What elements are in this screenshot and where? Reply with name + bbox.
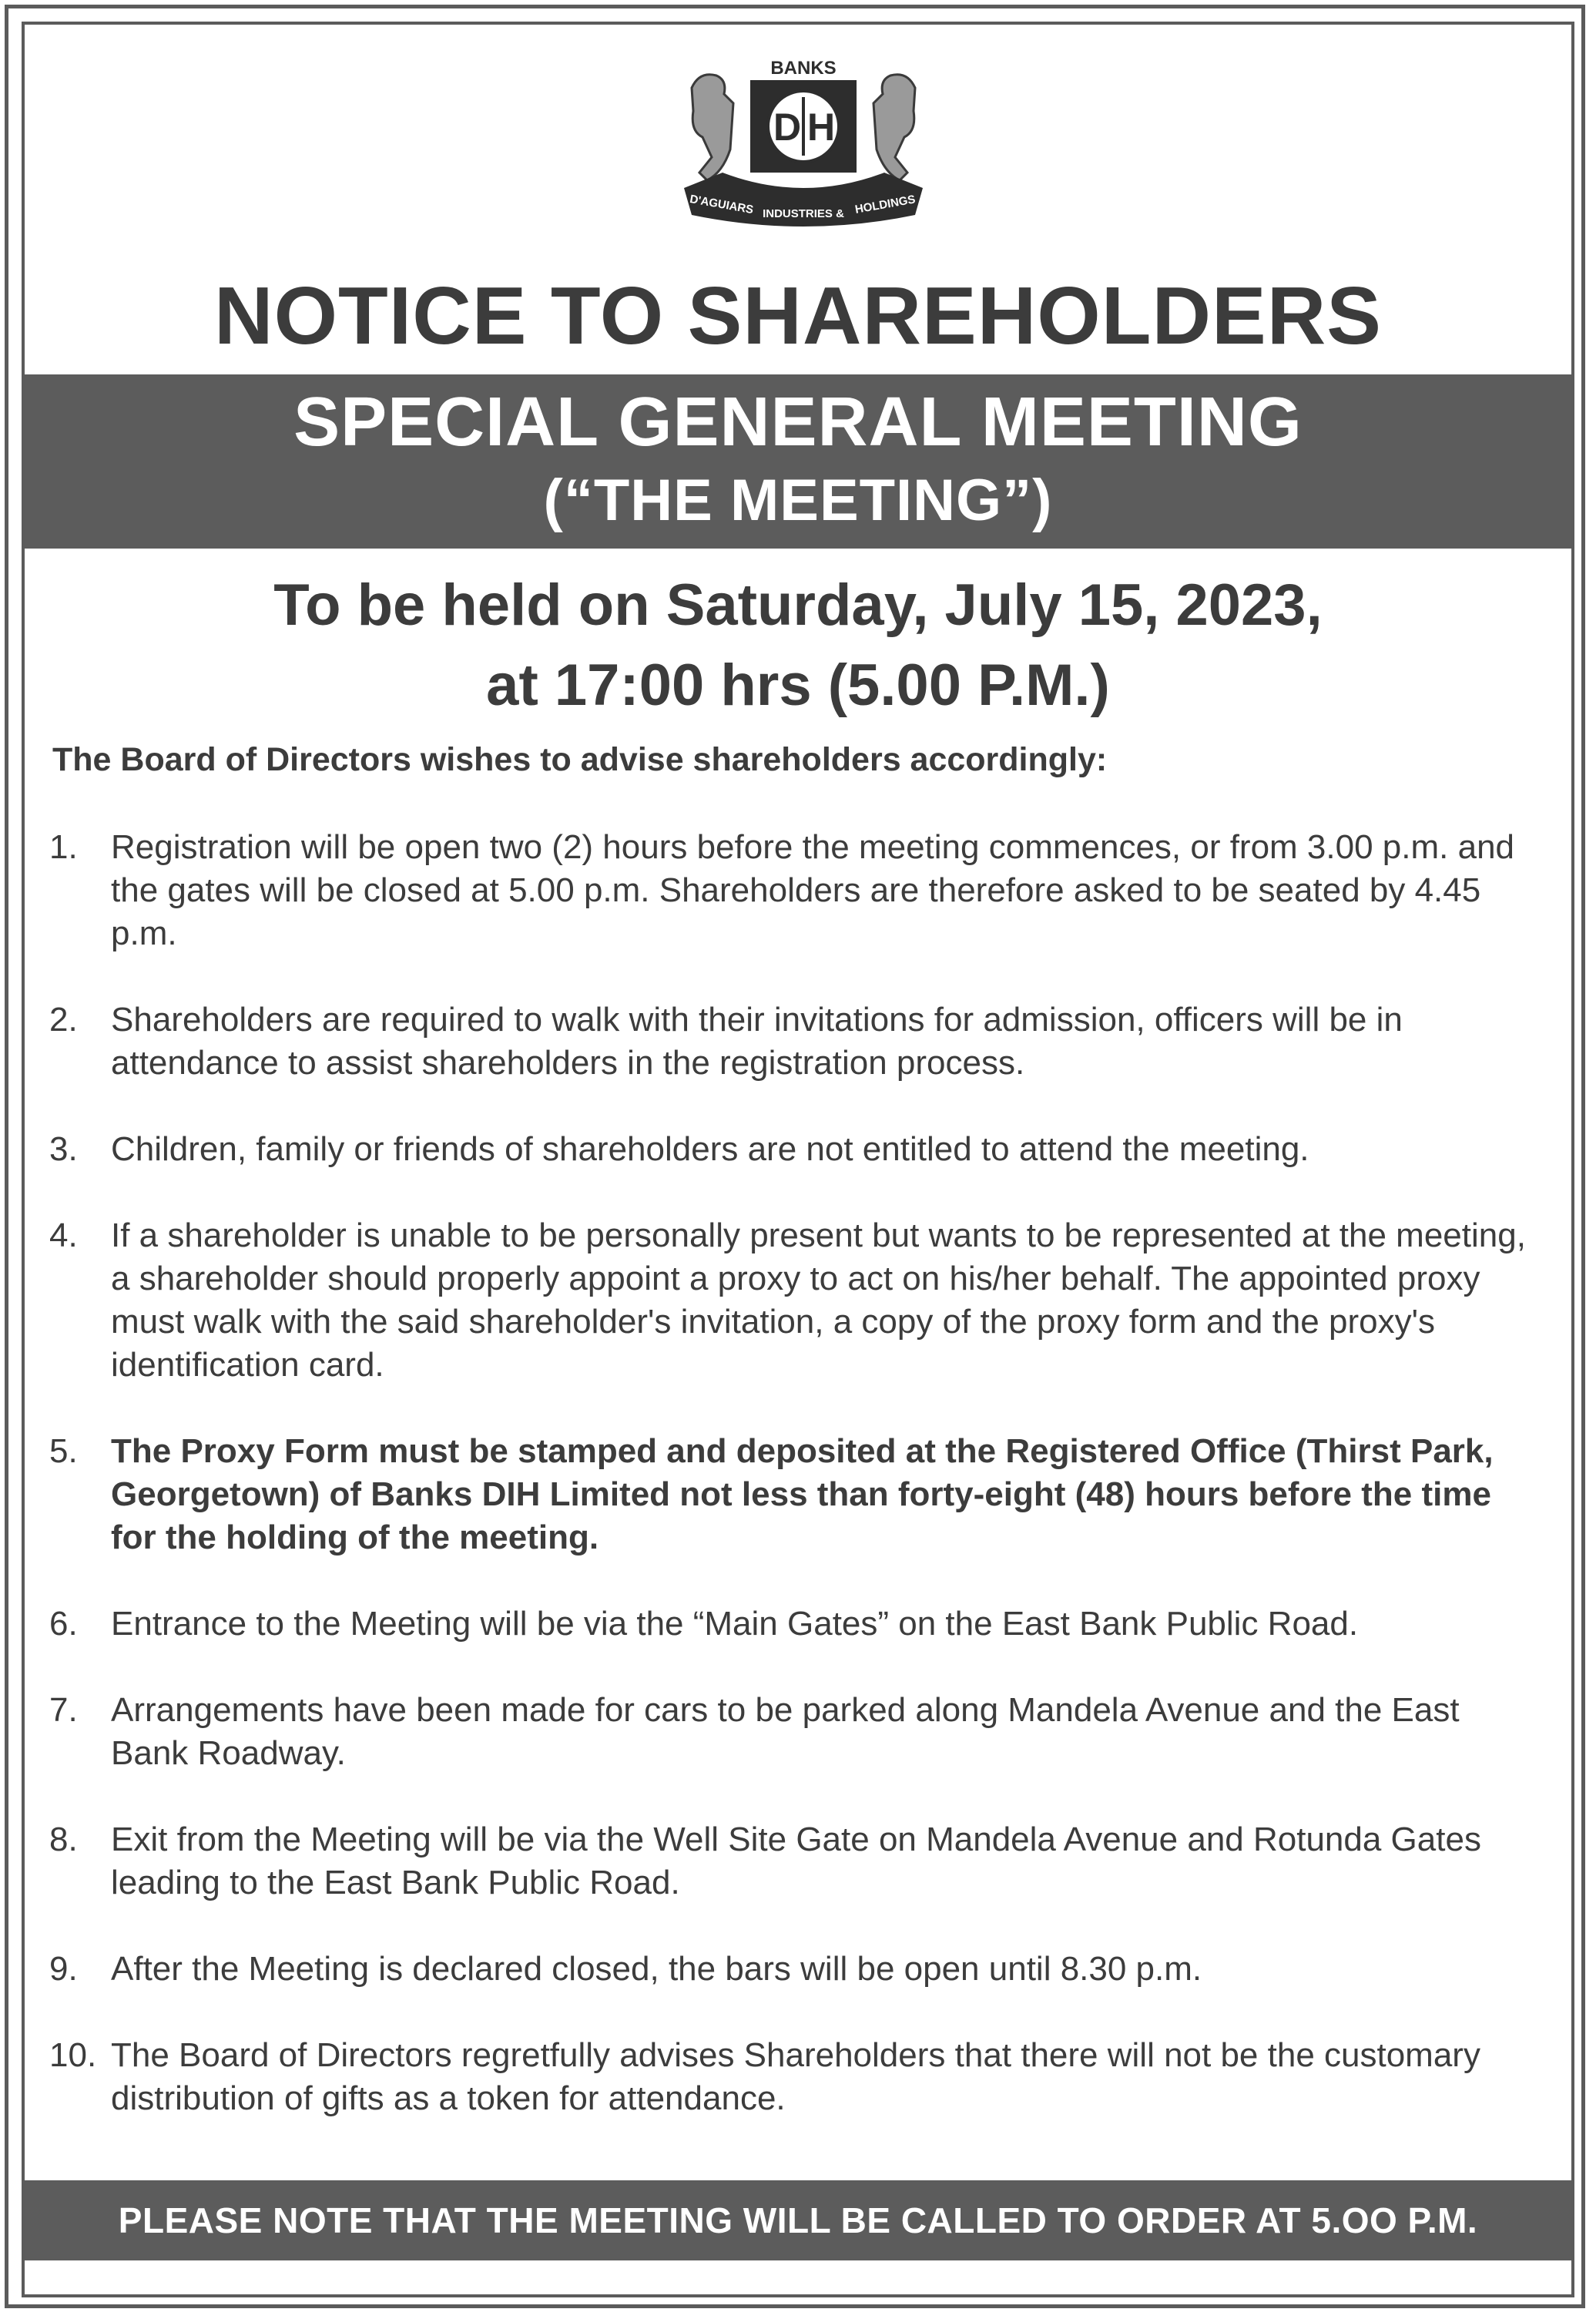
item-text: After the Meeting is declared closed, the bars will be open until 8.30 p.m. [111, 1950, 1202, 1988]
meeting-date-line2: at 17:00 hrs (5.00 P.M.) [486, 653, 1110, 718]
notice-title: NOTICE TO SHAREHOLDERS [214, 270, 1382, 361]
banks-dih-logo [676, 57, 930, 234]
item-number: 2. [49, 1001, 78, 1039]
logo-top-text: BANKS [770, 58, 837, 79]
meeting-title: SPECIAL GENERAL MEETING [293, 384, 1303, 461]
item-number: 10. [49, 2036, 97, 2074]
left-lion-icon [692, 75, 733, 180]
item-text: Children, family or friends of shareholders are not entitled to attend the meeting. [111, 1130, 1309, 1168]
item-number: 6. [49, 1605, 78, 1643]
item-text: The Proxy Form must be stamped and deposited at the Registered Office (Thirst Park, Georgetown) of Banks DIH Limited not less than forty-eight (48) hours before the time for the holding of the meeting. [111, 1432, 1494, 1556]
item-number: 5. [49, 1432, 78, 1470]
meeting-subtitle: (“THE MEETING”) [543, 468, 1053, 533]
notice-items-list [49, 826, 1544, 2163]
item-number: 8. [49, 1821, 78, 1858]
meeting-band [25, 374, 1571, 549]
item-text: Exit from the Meeting will be via the Well Site Gate on Mandela Avenue and Rotunda Gates leading to the East Bank Public Road. [111, 1821, 1481, 1901]
item-text: Arrangements have been made for cars to be parked along Mandela Avenue and the East Bank Roadway. [111, 1691, 1460, 1772]
item-number: 4. [49, 1217, 78, 1254]
monogram-left: D [773, 106, 802, 149]
item-number: 9. [49, 1950, 78, 1988]
list-item [49, 998, 1544, 1085]
meeting-date-line1: To be held on Saturday, July 15, 2023, [273, 572, 1323, 638]
meeting-date [25, 565, 1571, 726]
list-item [49, 1818, 1544, 1905]
ribbon-text-2: INDUSTRIES & [763, 207, 844, 220]
list-item [49, 1689, 1544, 1775]
right-lion-icon [873, 75, 915, 180]
item-number: 1. [49, 828, 78, 866]
item-number: 7. [49, 1691, 78, 1729]
list-item [49, 1430, 1544, 1559]
list-item [49, 1602, 1544, 1646]
ribbon-text-3: HOLDINGS [853, 193, 917, 216]
board-intro: The Board of Directors wishes to advise shareholders accordingly: [52, 741, 1108, 778]
item-text: Registration will be open two (2) hours before the meeting commences, or from 3.00 p.m. and the gates will be closed at 5.00 p.m. Shareholders are therefore asked to be seated by 4.45 p.m. [111, 828, 1515, 952]
item-text: If a shareholder is unable to be personally present but wants to be represented at the meeting, a shareholder should properly appoint a proxy to act on his/her behalf. The appointed proxy must walk with the said shareholder's invitation, a copy of the proxy form and the proxy's identification card. [111, 1217, 1526, 1384]
item-text: Entrance to the Meeting will be via the “Main Gates” on the East Bank Public Road. [111, 1605, 1359, 1643]
monogram-right: H [806, 106, 836, 149]
list-item [49, 1128, 1544, 1171]
item-number: 3. [49, 1130, 78, 1168]
list-item [49, 2034, 1544, 2120]
footer-notice: PLEASE NOTE THAT THE MEETING WILL BE CALLED TO ORDER AT 5.OO P.M. [25, 2180, 1571, 2260]
list-item [49, 826, 1544, 955]
list-item [49, 1948, 1544, 1991]
ribbon-text-1: D'AGUIARS [689, 192, 755, 217]
item-text: The Board of Directors regretfully advises Shareholders that there will not be the customary distribution of gifts as a token for attendance. [111, 2036, 1480, 2117]
list-item [49, 1214, 1544, 1387]
item-text: Shareholders are required to walk with their invitations for admission, officers will be in attendance to assist shareholders in the registration process. [111, 1001, 1403, 1082]
